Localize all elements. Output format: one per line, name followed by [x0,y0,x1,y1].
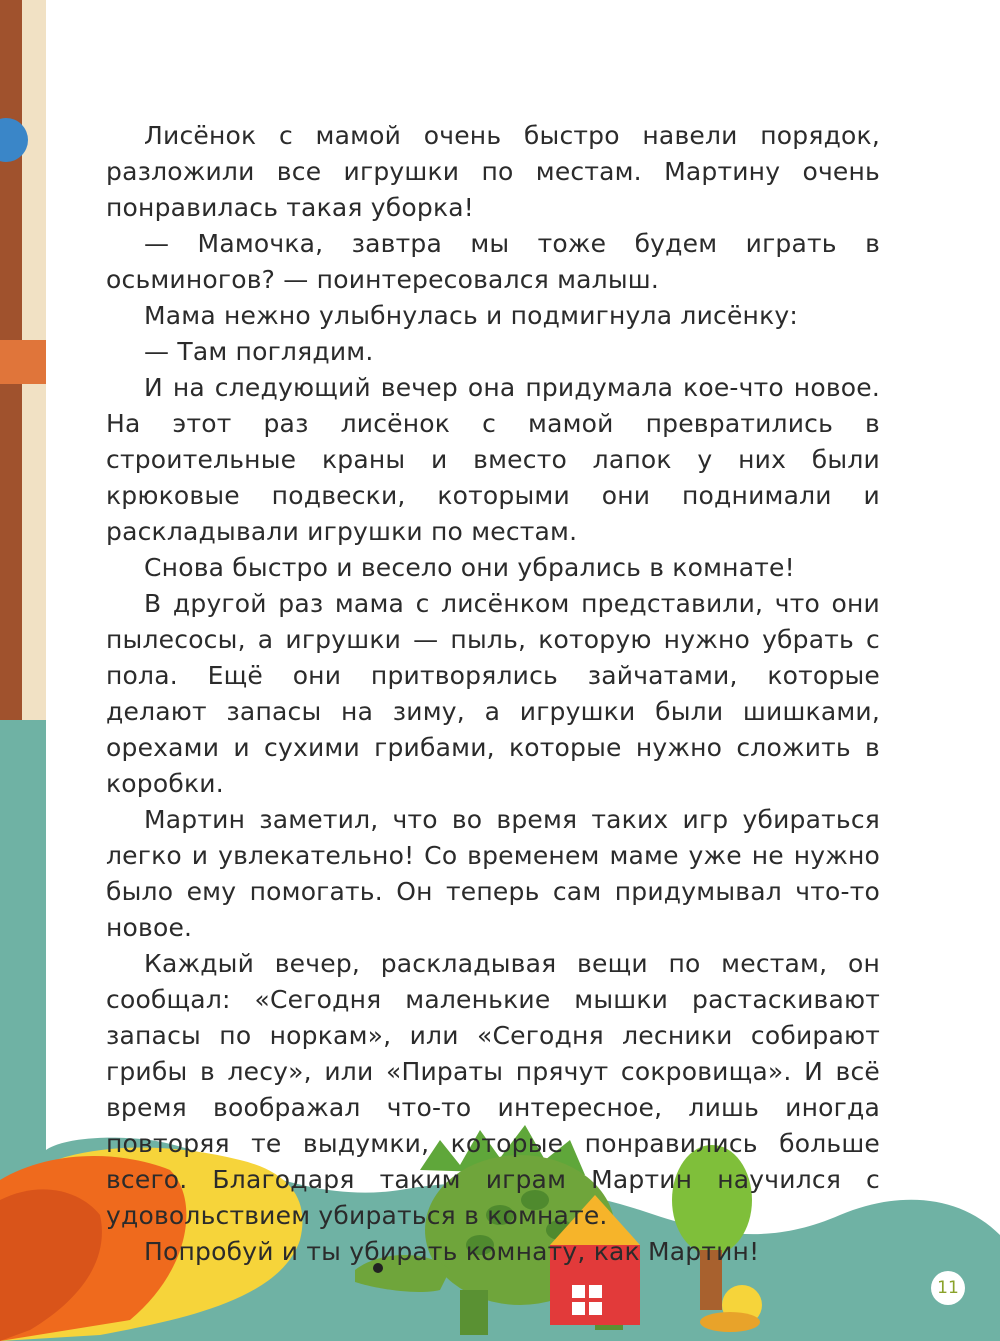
paragraph-5: И на следующий вечер она придумала кое-что новое. На этот раз лисёнок с мамой превратились в строительные краны и вместо лапок у них были крюковые подвески, которыми они поднимали и раскладывали игрушки по местам. [106,373,880,546]
paragraph-9: Каждый вечер, раскладывая вещи по местам, он сообщал: «Сегодня маленькие мышки растаскивают запасы по норкам», или «Сегодня лесники собирают грибы в лесу», или «Пираты прячут сокровища». И всё время воображал что-то интересное, лишь иногда повторяя те выдумки, которые понравились больше всего. Благодаря таким играм Мартин научился с удовольствием убираться в комнате. [106,949,880,1230]
paragraph-2: — Мамочка, завтра мы тоже будем играть в осьминогов? — поинтересовался малыш. [106,229,880,294]
paragraph-8: Мартин заметил, что во время таких игр убираться легко и увлекательно! Со временем маме уже не нужно было ему помогать. Он теперь сам придумывал что-то новое. [106,805,880,942]
page-number: 11 [931,1271,965,1305]
story-text [106,118,880,1270]
paragraph-6: Снова быстро и весело они убрались в комнате! [144,553,795,582]
paragraph-10: Попробуй и ты убирать комнату, как Мартин! [144,1237,760,1266]
paragraph-3: Мама нежно улыбнулась и подмигнула лисёнку: [144,301,799,330]
paragraph-7: В другой раз мама с лисёнком представили, что они пылесосы, а игрушки — пыль, которую нужно убрать с пола. Ещё они притворялись зайчатами, которые делают запасы на зиму, а игрушки были шишками, орехами и сухими грибами, которые нужно сложить в коробки. [106,589,880,798]
paragraph-1: Лисёнок с мамой очень быстро навели порядок, разложили все игрушки по местам. Мартину очень понравилась такая уборка! [106,121,880,222]
paragraph-4: — Там поглядим. [144,337,374,366]
